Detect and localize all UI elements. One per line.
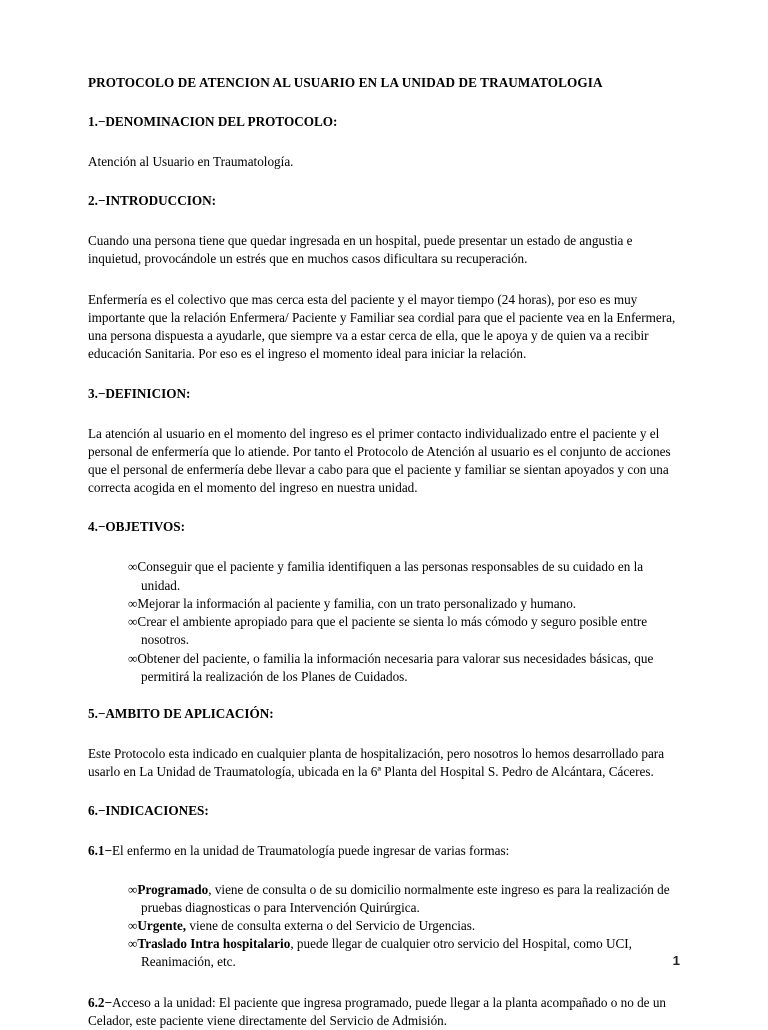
list-item-term: Traslado Intra hospitalario	[137, 936, 291, 952]
subsection-6-2-number: 6.2−	[88, 994, 112, 1010]
list-item-term: Urgente,	[137, 918, 187, 934]
section-2-paragraph-1: Cuando una persona tiene que quedar ingresada en un hospital, puede presentar un estado de angustia e inquietud, provocándole un estrés que en muchos casos dificultara su recuperación.	[88, 233, 633, 267]
document-title: PROTOCOLO DE ATENCION AL USUARIO EN LA UNIDAD DE TRAUMATOLOGIA	[88, 75, 603, 90]
list-item-text: Conseguir que el paciente y familia identifiquen a las personas responsables de su cuidado en la unidad.	[137, 559, 644, 593]
document-body	[88, 75, 680, 1030]
infinity-bullet-icon: ∞	[128, 936, 138, 952]
list-item-text: , puede llegar de cualquier otro servicio del Hospital, como UCI, Reanimación, etc.	[141, 936, 632, 970]
list-item	[88, 935, 680, 971]
section-3-paragraph-1: La atención al usuario en el momento del ingreso es el primer contacto individualizado entre el paciente y el personal de enfermería que lo atiende. Por tanto el Protocolo de Atención al usuario es el conjunto de acciones que el personal de enfermería debe llevar a cabo para que el paciente y familiar se sientan apoyados y con una correcta acogida en el momento del ingreso en nuestra unidad.	[88, 425, 671, 496]
list-item-text: viene de consulta externa o del Servicio de Urgencias.	[186, 918, 476, 934]
infinity-bullet-icon: ∞	[128, 595, 138, 611]
list-item-term: Programado	[137, 881, 209, 897]
section-5-paragraph-1: Este Protocolo esta indicado en cualquier planta de hospitalización, pero nosotros lo hemos desarrollado para usarlo en La Unidad de Traumatología, ubicada en la 6ª Planta del Hospital S. Pedro de Alcántara, Cáceres.	[88, 745, 665, 780]
list-item-text: Crear el ambiente apropiado para que el paciente se sienta lo más cómodo y seguro posible entre nosotros.	[137, 614, 648, 648]
list-item	[88, 917, 680, 935]
list-item	[88, 650, 680, 686]
section-1-paragraph: Atención al Usuario en Traumatología.	[88, 154, 294, 169]
list-item-text: , viene de consulta o de su domicilio normalmente este ingreso es para la realización de pruebas diagnosticas o para Intervención Quirúrgica.	[141, 881, 670, 915]
admission-types-list	[88, 881, 680, 972]
list-item	[88, 881, 680, 917]
subsection-6-2	[88, 994, 680, 1030]
section-heading-5: 5.−AMBITO DE APLICACIÓN:	[88, 705, 274, 721]
section-heading-3: 3.−DEFINICION:	[88, 385, 191, 401]
objectives-list	[88, 558, 680, 686]
subsection-6-1-text: El enfermo en la unidad de Traumatología puede ingresar de varias formas:	[112, 843, 510, 859]
infinity-bullet-icon: ∞	[128, 559, 138, 575]
subsection-6-1-number: 6.1−	[88, 843, 112, 859]
infinity-bullet-icon: ∞	[128, 881, 138, 897]
subsection-6-2-text: Acceso a la unidad: El paciente que ingresa programado, puede llegar a la planta acompañado o no de un Celador, este paciente viene directamente del Servicio de Admisión.	[88, 994, 667, 1028]
list-item-text: Mejorar la información al paciente y familia, con un trato personalizado y humano.	[137, 595, 577, 611]
infinity-bullet-icon: ∞	[128, 650, 138, 666]
section-heading-6: 6.−INDICACIONES:	[88, 803, 209, 819]
list-item	[88, 558, 680, 594]
list-item	[88, 595, 680, 613]
list-item	[88, 613, 680, 649]
subsection-6-1	[88, 842, 680, 860]
page-number: 1	[672, 953, 680, 968]
infinity-bullet-icon: ∞	[128, 614, 138, 630]
section-heading-1: 1.−DENOMINACION DEL PROTOCOLO:	[88, 114, 338, 129]
section-heading-2: 2.−INTRODUCCION:	[88, 193, 217, 209]
section-2-paragraph-2: Enfermería es el colectivo que mas cerca esta del paciente y el mayor tiempo (24 horas), por eso es muy importante que la relación Enfermera/ Paciente y Familiar sea cordial para que el paciente vea en la Enfermera, una persona dispuesta a ayudarle, que siempre va a estar cerca de ella, que le apoya y de quien va a recibir educación Sanitaria. Por eso es el ingreso el momento ideal para iniciar la relación.	[88, 291, 676, 362]
list-item-text: Obtener del paciente, o familia la información necesaria para valorar sus necesidades básicas, que permitirá la realización de los Planes de Cuidados.	[137, 650, 654, 684]
infinity-bullet-icon: ∞	[128, 918, 138, 934]
section-heading-4: 4.−OBJETIVOS:	[88, 519, 186, 535]
